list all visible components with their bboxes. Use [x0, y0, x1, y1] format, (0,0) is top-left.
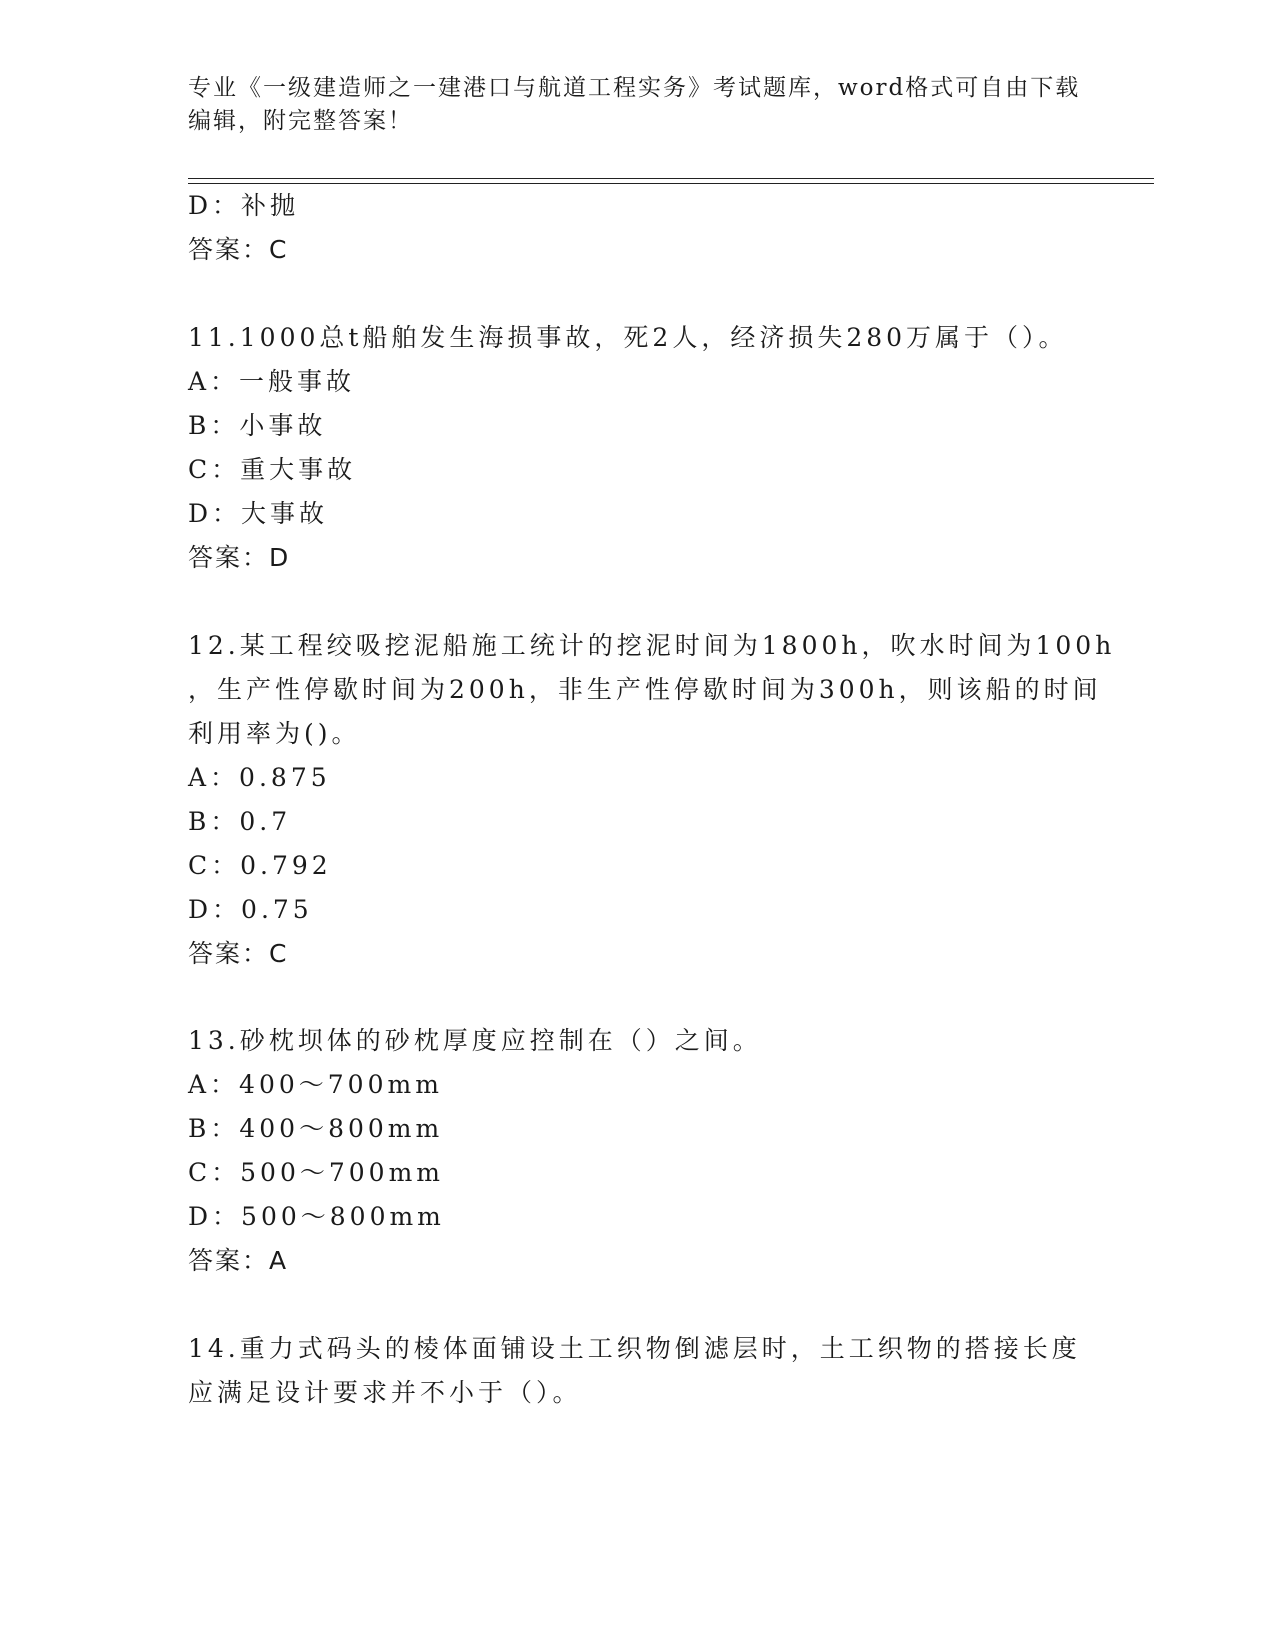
- q13-option-d: D：500～800mm: [188, 1202, 445, 1231]
- q12-option-c: C：0.792: [188, 851, 332, 880]
- prev-option-d: D：补抛: [188, 191, 300, 220]
- header-line-1: 专业《一级建造师之一建港口与航道工程实务》考试题库，word格式可自由下载: [188, 75, 1081, 101]
- q11-stem-line-1: 11.1000总t船舶发生海损事故，死2人，经济损失280万属于（）。: [188, 323, 1068, 352]
- q11-answer: 答案：D: [188, 543, 291, 572]
- q13-answer: 答案：A: [188, 1246, 289, 1275]
- q14-stem-line-2: 应满足设计要求并不小于（）。: [188, 1378, 582, 1407]
- q12-option-a: A：0.875: [188, 763, 331, 792]
- q12-option-b: B：0.7: [188, 807, 292, 836]
- q14-stem-line-1: 14.重力式码头的棱体面铺设土工织物倒滤层时，土工织物的搭接长度: [188, 1334, 1081, 1363]
- q13-option-c: C：500～700mm: [188, 1158, 444, 1187]
- header-rule-bottom: [188, 183, 1154, 184]
- q11-option-c: C：重大事故: [188, 455, 357, 484]
- q12-stem-line-3: 利用率为()。: [188, 719, 361, 748]
- header-line-2: 编辑，附完整答案！: [188, 108, 413, 134]
- q12-answer: 答案：C: [188, 939, 289, 968]
- q12-stem-line-2: ，生产性停歇时间为200h，非生产性停歇时间为300h，则该船的时间: [188, 675, 1102, 704]
- prev-answer: 答案：C: [188, 235, 289, 264]
- q11-option-a: A：一般事故: [188, 367, 356, 396]
- header-rule-top: [188, 178, 1154, 179]
- q13-option-b: B：400～800mm: [188, 1114, 444, 1143]
- q13-option-a: A：400～700mm: [188, 1070, 443, 1099]
- q11-option-d: D：大事故: [188, 499, 329, 528]
- q12-stem-line-1: 12.某工程绞吸挖泥船施工统计的挖泥时间为1800h，吹水时间为100h: [188, 631, 1116, 660]
- document-header: [188, 72, 1088, 138]
- q11-option-b: B：小事故: [188, 411, 327, 440]
- q13-stem-line-1: 13.砂枕坝体的砂枕厚度应控制在（）之间。: [188, 1026, 762, 1055]
- q12-option-d: D：0.75: [188, 895, 313, 924]
